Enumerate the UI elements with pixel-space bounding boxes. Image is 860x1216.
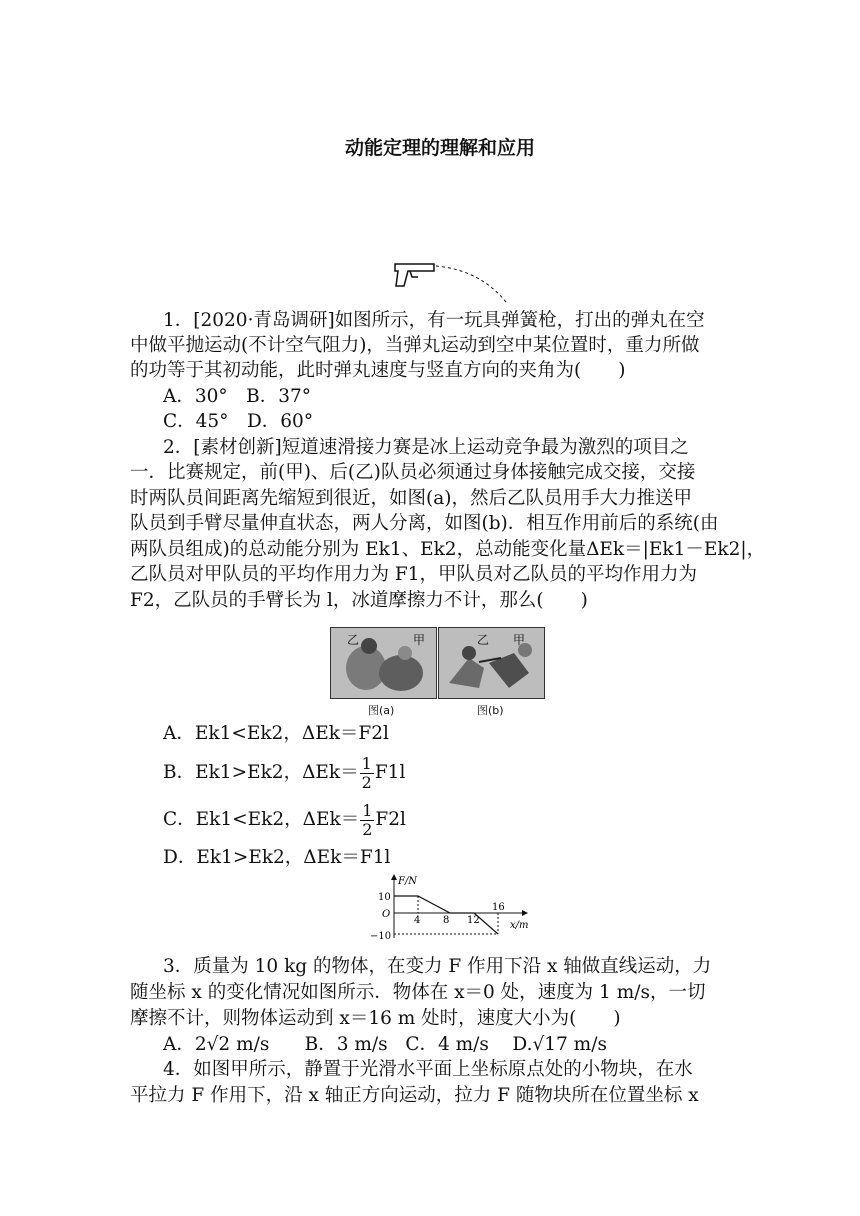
- photo-a-label-jia: 甲: [413, 633, 426, 647]
- q2-option-b-text: B．Ek1>Ek2，ΔEk＝: [163, 762, 359, 783]
- q3-option-a: A．2√2 m/s: [163, 1034, 270, 1055]
- q3-line: 摩擦不计，则物体运动到 x＝16 m 处时，速度大小为( ): [130, 1008, 621, 1029]
- q2-line: 时两队员间距离先缩短到很近，如图(a)，然后乙队员用手大力推送甲: [130, 488, 692, 509]
- page-title: 动能定理的理解和应用: [344, 137, 535, 159]
- q2-option-c: [163, 797, 406, 843]
- fraction-numerator: 1: [361, 753, 372, 773]
- q4-line: 4．如图甲所示，静置于光滑水平面上坐标原点处的小物块，在水: [163, 1059, 693, 1080]
- y-tick-neg10: −10: [370, 931, 392, 942]
- y-tick-10: 10: [378, 892, 391, 903]
- fraction-half: [360, 755, 374, 792]
- force-position-graph: [370, 872, 540, 944]
- fraction-denominator: 2: [361, 772, 372, 792]
- fraction-half: [360, 802, 374, 839]
- q1-line: 1．[2020·青岛调研]如图所示，有一玩具弹簧枪，打出的弹丸在空: [163, 310, 705, 331]
- q2-option-a: A．Ek1<Ek2，ΔEk＝F2l: [163, 723, 389, 744]
- trajectory-curve: [436, 266, 506, 302]
- q2-line: 乙队员对甲队员的平均作用力为 F1，甲队员对乙队员的平均作用力为: [130, 564, 697, 585]
- q2-line: 两队员组成)的总动能分别为 Ek1、Ek2，总动能变化量ΔEk＝|Ek1－Ek2|，: [130, 539, 766, 560]
- x-tick-4: 4: [414, 915, 421, 926]
- q3-option-c: C．4 m/s: [405, 1034, 489, 1055]
- q3-option-d: D.√17 m/s: [512, 1034, 607, 1055]
- q2-option-b: [163, 750, 405, 796]
- x-axis-arrow: [522, 910, 528, 916]
- x-tick-8: 8: [443, 915, 450, 926]
- x-tick-12: 12: [467, 915, 480, 926]
- skaters-b-image: [439, 628, 544, 698]
- fraction-numerator: 1: [362, 800, 373, 820]
- q2-option-d: D．Ek1>Ek2，ΔEk＝F1l: [163, 847, 391, 868]
- q1-option-cd: C．45° D．60°: [163, 411, 314, 432]
- q3-line: 3．质量为 10 kg 的物体，在变力 F 作用下沿 x 轴做直线运动，力: [163, 956, 712, 977]
- toy-gun-icon: [395, 264, 434, 286]
- q1-line: 中做平抛运动(不计空气阻力)，当弹丸运动到空中某位置时，重力所做: [130, 335, 700, 356]
- q4-line: 平拉力 F 作用下，沿 x 轴正方向运动，拉力 F 随物块所在位置坐标 x: [130, 1085, 699, 1106]
- photo-b: [438, 627, 545, 699]
- photo-b-label-yi: 乙: [477, 633, 490, 647]
- q2-line: 队员到手臂尽量伸直状态，两人分离，如图(b)．相互作用前后的系统(由: [130, 513, 719, 534]
- caption-fig-b: 图(b): [477, 704, 504, 717]
- q3-options: [163, 1033, 607, 1057]
- q2-line: 一．比赛规定，前(甲)、后(乙)队员必须通过身体接触完成交接，交接: [130, 462, 696, 483]
- photo-a: [330, 627, 437, 699]
- photo-b-label-jia: 甲: [513, 633, 526, 647]
- origin-label: O: [382, 909, 391, 920]
- q2-option-b-tail: F1l: [374, 762, 406, 783]
- y-axis-arrow: [391, 874, 397, 880]
- q2-line: 2．[素材创新]短道速滑接力赛是冰上运动竞争最为激烈的项目之: [163, 437, 689, 458]
- q3-line: 随坐标 x 的变化情况如图所示．物体在 x＝0 处，速度为 1 m/s，一切: [130, 982, 706, 1003]
- q1-option-ab: A．30° B．37°: [163, 386, 312, 407]
- q3-option-b: B．3 m/s: [304, 1034, 388, 1055]
- x-axis-label: x/m: [510, 920, 529, 931]
- q2-option-c-tail: F2l: [375, 809, 406, 830]
- q2-line: F2，乙队员的手臂长为 l，冰道摩擦力不计，那么( ): [130, 590, 588, 611]
- toy-gun-figure: [390, 256, 510, 306]
- caption-fig-a: 图(a): [368, 704, 395, 717]
- q2-option-c-text: C．Ek1<Ek2，ΔEk＝: [163, 809, 360, 830]
- photo-a-label-yi: 乙: [347, 633, 360, 647]
- y-axis-label: F/N: [398, 876, 418, 887]
- x-tick-16: 16: [492, 902, 505, 913]
- fraction-denominator: 2: [362, 819, 373, 839]
- q1-line: 的功等于其初动能，此时弹丸速度与竖直方向的夹角为( ): [130, 360, 626, 381]
